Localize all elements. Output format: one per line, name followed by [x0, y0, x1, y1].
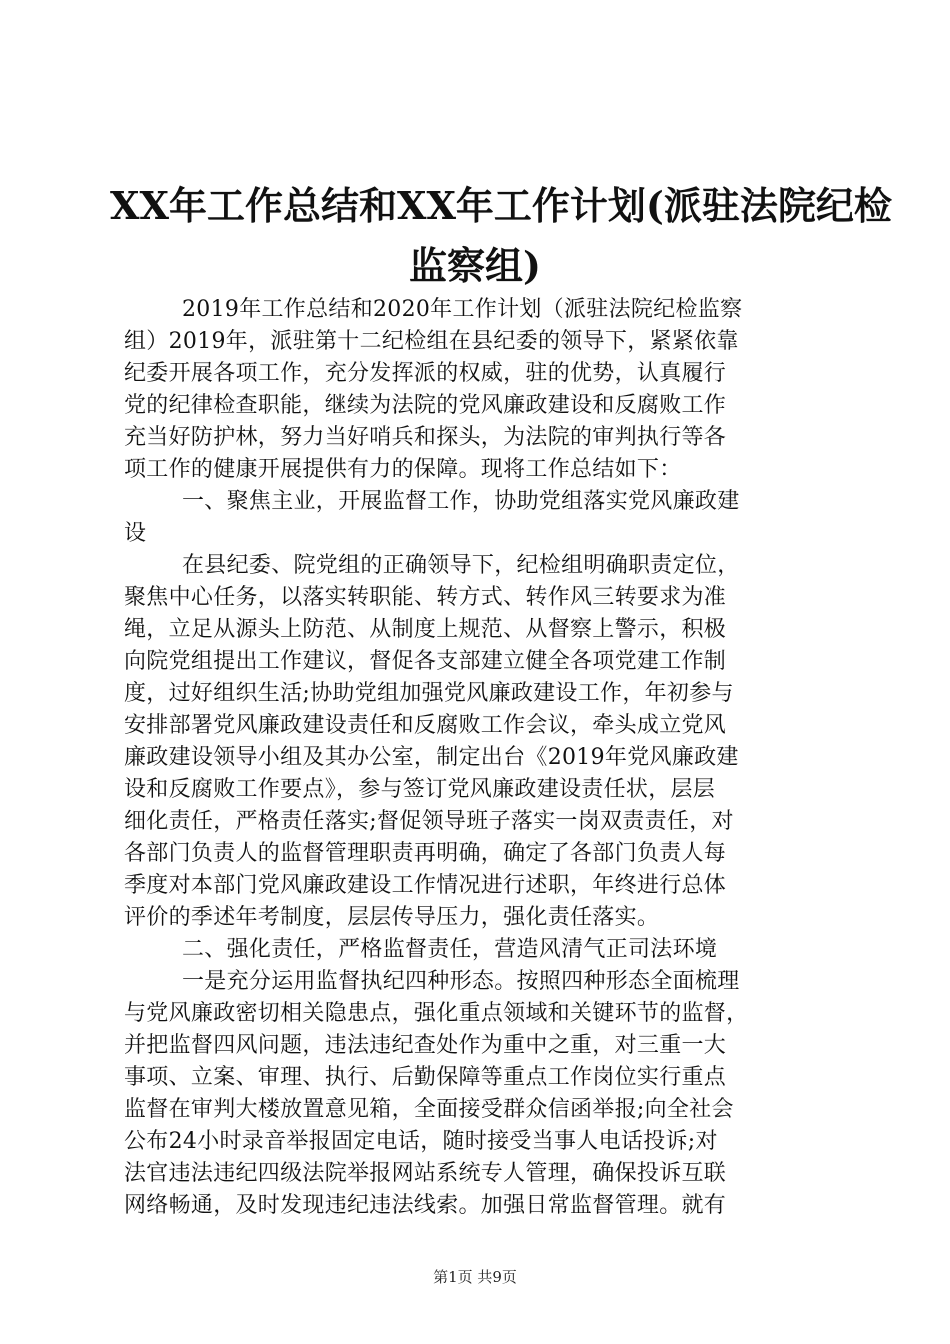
body-line: 2019年工作总结和2020年工作计划（派驻法院纪检监察	[182, 297, 743, 322]
body-line: 度，过好组织生活;协助党组加强党风廉政建设工作，年初参与	[124, 681, 734, 706]
body-line: 设和反腐败工作要点》，参与签订党风廉政建设责任状，层层	[124, 777, 716, 802]
section-heading-line: 二、强化责任，严格监督责任，营造风清气正司法环境	[182, 937, 718, 962]
body-line: 一是充分运用监督执纪四种形态。按照四种形态全面梳理	[182, 969, 740, 994]
body-line: 在县纪委、院党组的正确领导下，纪检组明确职责定位，	[182, 553, 740, 578]
body-line: 安排部署党风廉政建设责任和反腐败工作会议，牵头成立党风	[124, 713, 727, 738]
body-line: 细化责任，严格责任落实;督促领导班子落实一岗双责责任，对	[124, 809, 734, 834]
section-heading-line: 设	[124, 521, 147, 546]
body-line: 评价的季述年考制度，层层传导压力，强化责任落实。	[124, 905, 660, 930]
body-line: 监督在审判大楼放置意见箱，全面接受群众信函举报;向全社会	[124, 1097, 734, 1122]
body-line: 廉政建设领导小组及其办公室，制定出台《2019年党风廉政建	[124, 745, 739, 770]
body-line: 并把监督四风问题，违法违纪查处作为重中之重，对三重一大	[124, 1033, 727, 1058]
body-line: 公布24小时录音举报固定电话，随时接受当事人电话投诉;对	[124, 1129, 718, 1154]
body-line: 项工作的健康开展提供有力的保障。现将工作总结如下：	[124, 457, 682, 482]
body-line: 季度对本部门党风廉政建设工作情况进行述职，年终进行总体	[124, 873, 727, 898]
document-title-line-1: XX年工作总结和XX年工作计划(派驻法院纪检	[110, 183, 892, 228]
body-line: 绳，立足从源头上防范、从制度上规范、从督察上警示，积极	[124, 617, 727, 642]
body-line: 党的纪律检查职能，继续为法院的党风廉政建设和反腐败工作	[124, 393, 727, 418]
body-line: 组）2019年，派驻第十二纪检组在县纪委的领导下，紧紧依靠	[124, 329, 739, 354]
body-line: 充当好防护林，努力当好哨兵和探头，为法院的审判执行等各	[124, 425, 727, 450]
page-number-footer: 第1页 共9页	[433, 1268, 517, 1286]
body-line: 与党风廉政密切相关隐患点，强化重点领域和关键环节的监督，	[124, 1001, 749, 1026]
body-line: 聚焦中心任务，以落实转职能、转方式、转作风三转要求为准	[124, 585, 727, 610]
body-line: 网络畅通，及时发现违纪违法线索。加强日常监督管理。就有	[124, 1193, 727, 1218]
body-line: 各部门负责人的监督管理职责再明确，确定了各部门负责人每	[124, 841, 727, 866]
body-line: 事项、立案、审理、执行、后勤保障等重点工作岗位实行重点	[124, 1065, 727, 1090]
document-title-line-2: 监察组)	[409, 243, 541, 288]
section-heading-line: 一、聚焦主业，开展监督工作，协助党组落实党风廉政建	[182, 489, 740, 514]
document-body	[124, 294, 844, 1222]
body-line: 向院党组提出工作建议，督促各支部建立健全各项党建工作制	[124, 649, 727, 674]
body-line: 法官违法违纪四级法院举报网站系统专人管理，确保投诉互联	[124, 1161, 727, 1186]
body-line: 纪委开展各项工作，充分发挥派的权威，驻的优势，认真履行	[124, 361, 727, 386]
